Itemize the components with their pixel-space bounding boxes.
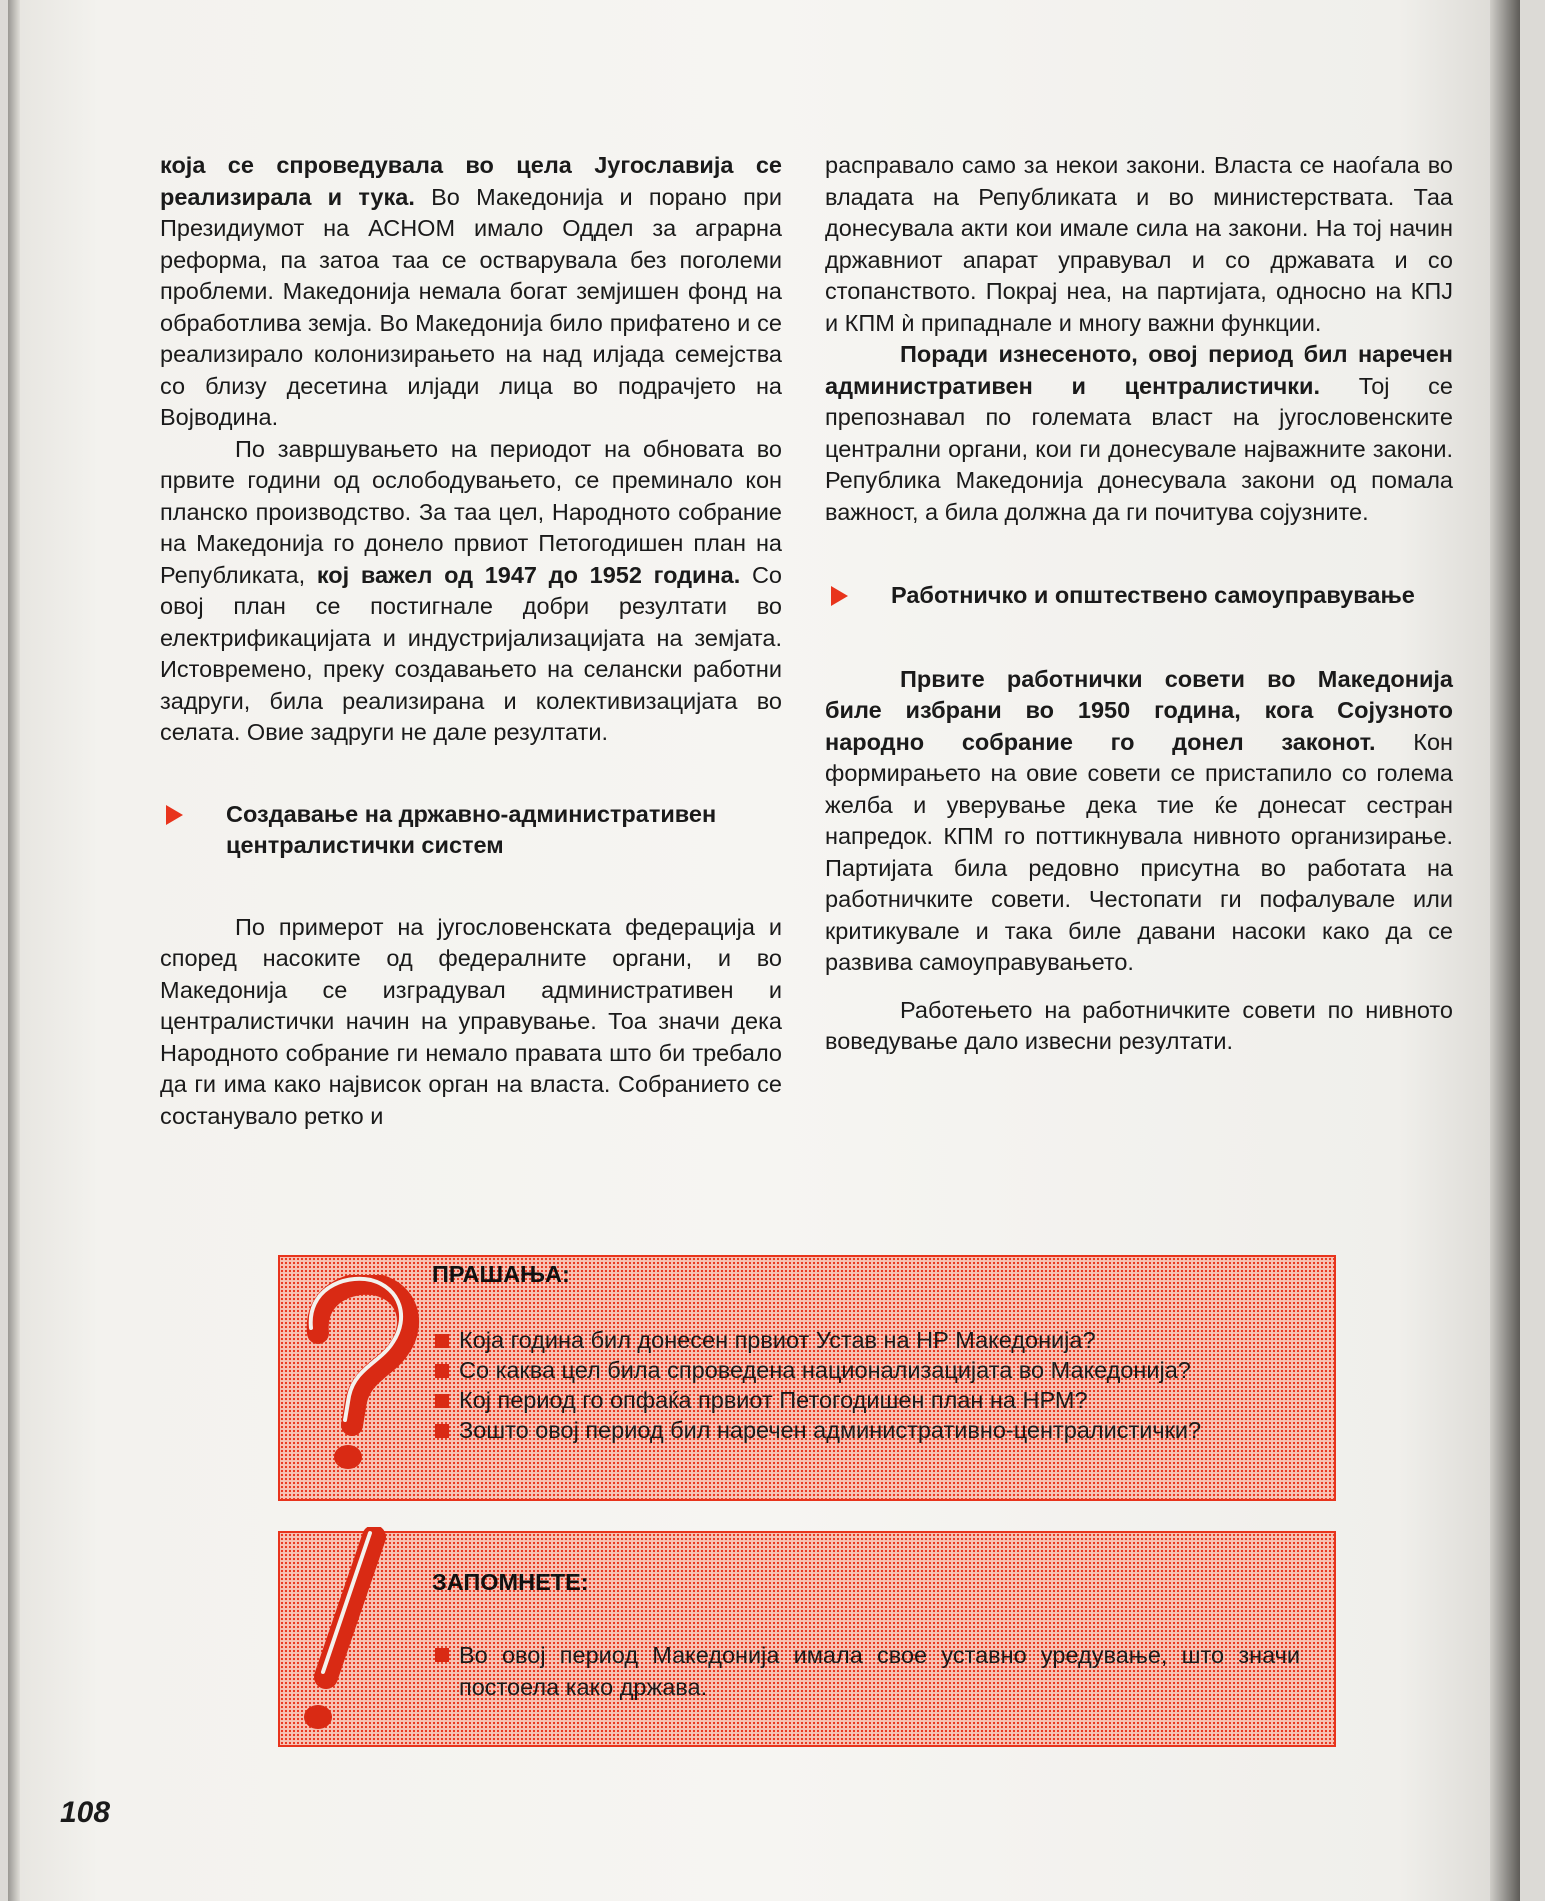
square-bullet-icon bbox=[435, 1334, 449, 1348]
section-heading-text: Создавање на државно-административен централистички систем bbox=[226, 800, 717, 858]
questions-list bbox=[435, 1325, 1300, 1445]
exclamation-mark-icon bbox=[296, 1527, 386, 1741]
left-paragraph-1 bbox=[160, 150, 782, 434]
left-p2-emphasis: кој важел од 1947 до 1952 година. bbox=[316, 561, 741, 588]
left-column bbox=[160, 150, 782, 1132]
left-p2-text-start: По завршувањето на периодот на обновата во првите години од ослободувањето, се преминало кон планско производство. За таа цел, Народното собрание на Македонија го донело првиот Петогодишен план на Републиката, bbox=[160, 435, 782, 588]
question-item: Со каква цел била спроведена национализацијата во Македонија? bbox=[435, 1355, 1300, 1385]
red-arrow-icon bbox=[831, 586, 848, 606]
right-p2-text: Тој се препознавал по големата власт на југословенските централни органи, кои ги донесувале најважните закони. Република Македонија донесувала закони од помала важност, а била должна да ги почитува сојузните. bbox=[825, 372, 1453, 525]
square-bullet-icon bbox=[435, 1424, 449, 1438]
remember-title: ЗАПОМНЕТЕ: bbox=[432, 1569, 589, 1595]
right-paragraph-4: Работењето на работничките совети по нивното воведување дало извесни резултати. bbox=[825, 996, 1453, 1054]
left-p1-emphasis: која се спроведувала во цела Југославија се реализирала и тука. bbox=[160, 152, 782, 210]
question-item: Зошто овој период бил наречен административно-централистички? bbox=[435, 1415, 1300, 1445]
questions-title: ПРАШАЊА: bbox=[432, 1261, 570, 1287]
right-p2-emphasis: Поради изнесеното, овој период бил наречен административен и централистички. bbox=[825, 341, 1453, 399]
section-heading-selfmanagement bbox=[825, 580, 1453, 612]
red-arrow-icon bbox=[166, 805, 183, 825]
question-mark-icon bbox=[300, 1275, 420, 1475]
left-paragraph-3: По примерот на југословенската федерација и според насоките од федералните органи, и во Македонија се изградувал административен и централистички начин на управување. Тоа значи дека Народното собрание ги немало правата што би требало да ги има како највисок орган на власта. Собранието се состанувало ретко и bbox=[160, 913, 782, 1129]
remember-box bbox=[278, 1531, 1336, 1747]
left-p1-text: Во Македонија и порано при Президиумот на АСНОМ имало Оддел за аграрна реформа, па затоа таа се остварувала без поголеми проблеми. Македонија немала богат земјишен фонд на обработлива земја. Во Македонија било прифатено и се реализирало колонизирањето на над илјада семејства со близу десетина илјади лица во подрачјето на Војводина. bbox=[160, 183, 782, 430]
question-item: Кој период го опфаќа првиот Петогодишен план на НРМ? bbox=[435, 1385, 1300, 1415]
left-paragraph-2 bbox=[160, 434, 782, 749]
right-p3-emphasis: Првите работнички совети во Македонија биле избрани во 1950 година, кога Сојузното народно собрание го донел законот. bbox=[825, 665, 1453, 755]
book-spine-shadow bbox=[1490, 0, 1520, 1901]
textbook-page bbox=[8, 0, 1520, 1901]
square-bullet-icon bbox=[435, 1364, 449, 1378]
section-heading-administrative bbox=[160, 799, 782, 862]
square-bullet-icon bbox=[435, 1648, 449, 1662]
question-item: Која година бил донесен првиот Устав на НР Македонија? bbox=[435, 1325, 1300, 1355]
left-p2-text-rest: Со овој план се постигнале добри резултати во електрификацијата и индустријализацијата на земјата. Истовремено, преку создавањето на селански работни задруги, била реализирана и колективизацијата во селата. Овие задруги не дале резултати. bbox=[160, 561, 782, 745]
right-p3-text: Кон формирањето на овие совети се пристапило со голема желба и уверување дека тие ќе донесат сестран напредок. КПМ го поттикнувала нивното организирање. Партијата била редовно присутна во работата на работничките совети. Честопати ги пофалувале или критикувале и така биле давани насоки како да се развива самоуправувањето. bbox=[825, 728, 1453, 975]
questions-box bbox=[278, 1255, 1336, 1501]
remember-item: Во овој период Македонија имала свое уставно уредување, што значи постоела како држава. bbox=[435, 1639, 1300, 1703]
page-number: 108 bbox=[60, 1796, 111, 1829]
right-paragraph-3 bbox=[825, 664, 1453, 979]
remember-list bbox=[435, 1639, 1300, 1703]
section-heading-text: Работничко и општествено самоуправување bbox=[891, 582, 1415, 608]
right-paragraph-2 bbox=[825, 339, 1453, 528]
right-paragraph-1: расправало само за некои закони. Власта се наоѓала во владата на Републиката и во министерствата. Таа донесувала акти кои имале сила на закони. На тој начин државниот апарат управувал и со државата и со стопанството. Покрај неа, на партијата, односно на КПЈ и КПМ ѝ припаднале и многу важни функции. bbox=[825, 152, 1453, 336]
right-column bbox=[825, 150, 1453, 1058]
page-left-edge bbox=[8, 0, 20, 1901]
square-bullet-icon bbox=[435, 1394, 449, 1408]
